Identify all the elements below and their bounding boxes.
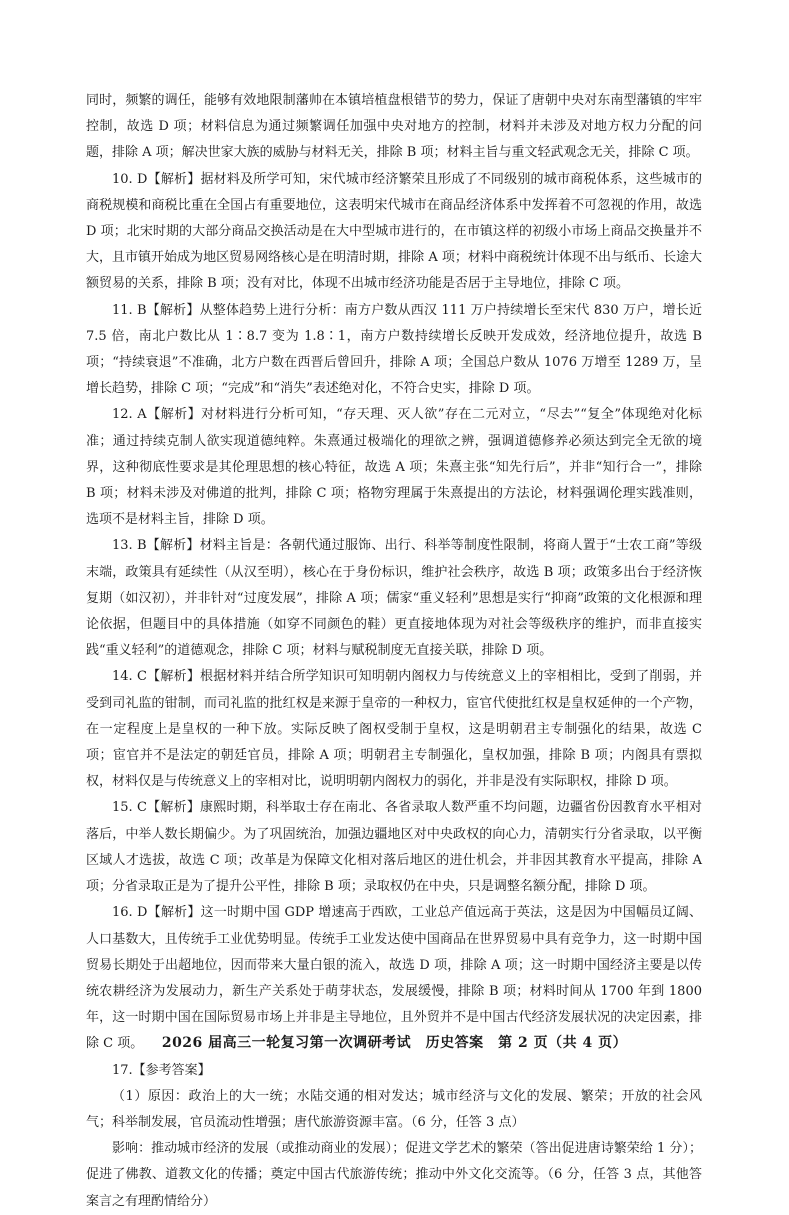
page-footer: 2026 届高三一轮复习第一次调研考试 历史答案 第 2 页（共 4 页） xyxy=(161,1035,628,1051)
answer-paragraph: 13. B【解析】材料主旨是：各朝代通过服饰、出行、科举等制度性限制，将商人置于“士农工商”等级末端，政策具有延续性（从汉至明），核心在于身份标识，维护社会秩序，故选 B 项；政策多出台于经济恢复期（如汉初），并非针对“过度发展”，排除 A 项；儒家“重义轻利”思想是实行“抑商”政策的文化根源和理论依据，但题目中的具体措施（如穿不同颜色的鞋）更直接地体现为对社会等级秩序的维护，而非直接实践“重义轻利”的道德观念，排除 C 项；材料与赋税制度无直接关联，排除 D 项。 xyxy=(86,538,702,659)
answer-paragraph: 11. B【解析】从整体趋势上进行分析：南方户数从西汉 111 万户持续增长至宋代 830 万户，增长近 7.5 倍，南北户数比从 1∶8.7 变为 1.8∶1，南方户数持续增长反映开发成效，经济地位提升，故选 B 项；“持续衰退”不准确，北方户数在西晋后曾回升，排除 A 项；全国总户数从 1076 万增至 1289 万，呈增长趋势，排除 C 项；“完成”和“消失”表述绝对化，不符合史实，排除 D 项。 xyxy=(86,302,702,397)
answer-paragraph: 16. D【解析】这一时期中国 GDP 增速高于西欧，工业总产值远高于英法，这是因为中国幅员辽阔、人口基数大，且传统手工业优势明显。传统手工业发达使中国商品在世界贸易中具有竞争力，这一时期中国贸易长期处于出超地位，因而带来大量白银的流入，故选 D 项，排除 A 项；这一时期中国经济主要是以传统农耕经济为发展动力，新生产关系处于萌芽状态，发展缓慢，排除 B 项；材料时间从 1700 年到 1800 年，这一时期中国在国际贸易市场上并非是主导地位，且外贸并不是中国古代经济发展状况的决定因素，排除 C 项。 xyxy=(86,905,702,1052)
answer-paragraph: 15. C【解析】康熙时期，科举取士存在南北、各省录取人数严重不均问题，边疆省份因教育水平相对落后，中举人数长期偏少。为了巩固统治，加强边疆地区对中央政权的向心力，清朝实行分省录取，以平衡区域人才选拔，故选 C 项；改革是为保障文化相对落后地区的进仕机会，并非因其教育水平提高，排除 A 项；分省录取正是为了提升公平性，排除 B 项；录取权仍在中央，只是调整名额分配，排除 D 项。 xyxy=(86,800,702,895)
answer-paragraph: 同时，频繁的调任，能够有效地限制藩帅在本镇培植盘根错节的势力，保证了唐朝中央对东南型藩镇的牢牢控制，故选 D 项；材料信息为通过频繁调任加强中央对地方的控制，材料并未涉及对地方权力分配的问题，排除 A 项；解决世家大族的威胁与材料无关，排除 B 项；材料主旨与重文轻武观念无关，排除 C 项。 xyxy=(86,93,702,161)
answer-paragraph: 10. D【解析】据材料及所学可知，宋代城市经济繁荣且形成了不同级别的城市商税体系，这些城市的商税规模和商税比重在全国占有重要地位，这表明宋代城市在商品经济体系中发挥着不可忽视的作用，故选 D 项；北宋时期的大部分商品交换活动是在大中型城市进行的，在市镇这样的初级小市场上商品交换量并不大，且市镇开始成为地区贸易网络核心是在明清时期，排除 A 项；材料中商税统计体现不出与纸币、长途大额贸易的关系，排除 B 项；没有对比，体现不出城市经济功能是否居于主导地位，排除 C 项。 xyxy=(86,171,702,292)
answer-paragraph: 12. A【解析】对材料进行分析可知，“存天理、灭人欲”存在二元对立，“尽去”“复全”体现绝对化标准；通过持续克制人欲实现道德纯粹。朱熹通过极端化的理欲之辨，强调道德修养必须达到完全无欲的境界，这种彻底性要求是其伦理思想的核心特征，故选 A 项；朱熹主张“知先行后”，并非“知行合一”，排除 B 项；材料未涉及对佛道的批判，排除 C 项；格物穷理属于朱熹提出的方法论，材料强调伦理实践准则，选项不是材料主旨，排除 D 项。 xyxy=(86,407,702,528)
answer-paragraph: （1）原因：政治上的大一统；水陆交通的相对发达；城市经济与文化的发展、繁荣；开放的社会风气；科举制发展，官员流动性增强；唐代旅游资源丰富。（6 分，任答 3 点） xyxy=(86,1088,702,1130)
reference-answer-heading: 17.【参考答案】 xyxy=(112,1062,211,1078)
answer-paragraph: 影响：推动城市经济的发展（或推动商业的发展）；促进文学艺术的繁荣（答出促进唐诗繁荣给 1 分）；促进了佛教、道教文化的传播；奠定中国古代旅游传统；推动中外文化交流等。（6 分，任答 3 点，其他答案言之有理酌情给分） xyxy=(86,1141,702,1209)
answer-paragraph: 14. C【解析】根据材料并结合所学知识可知明朝内阁权力与传统意义上的宰相相比，受到了削弱，并受到司礼监的钳制，而司礼监的批红权是来源于皇帝的一种权力，宦官代使批红权是皇权延伸的一个产物，在一定程度上是皇权的一种下放。实际反映了阁权受制于皇权，这是明朝君主专制强化的结果，故选 C 项；宦官并不是法定的朝廷官员，排除 A 项；明朝君主专制强化，皇权加强，排除 B 项；内阁具有票拟权，材料仅是与传统意义上的宰相对比，说明明朝内阁权力的弱化，并非是没有实际职权，排除 D 项。 xyxy=(86,669,702,790)
